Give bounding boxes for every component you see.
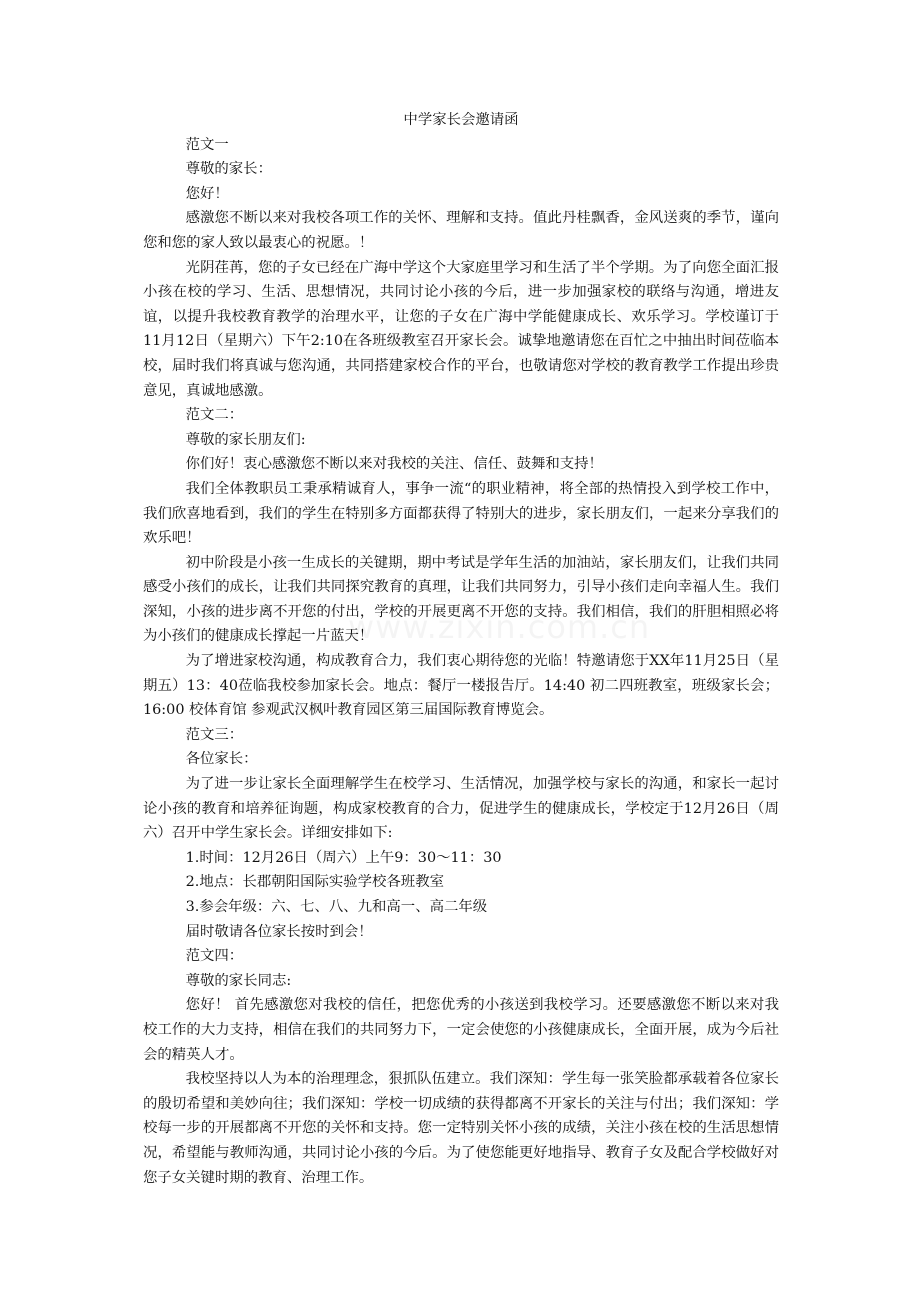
paragraph-body: 光阴荏苒，您的子女已经在广海中学这个大家庭里学习和生活了半个学期。为了向您全面汇报小孩在校的学习、生活、思想情况，共同讨论小孩的今后，进一步加强家校的联络与沟通，增进友谊，以提升我校教育教学的治理水平，让您的子女在广海中学能健康成长、欢乐学习。学校谨订于11月12日（星期六）下午2:10在各班级教室召开家长会。诚挚地邀请您在百忙之中抽出时间莅临本校，届时我们将真诚与您沟通，共同搭建家校合作的平台，也敬请您对学校的教育教学工作提出珍贵意见，真诚地感激。 bbox=[143, 259, 779, 399]
paragraph-salutation-1: 尊敬的家长： bbox=[185, 161, 272, 178]
paragraph-body: 为了进一步让家长全面理解学生在校学习、生活情况，加强学校与家长的沟通，和家长一起讨论小孩的教育和培养征询题，构成家校教育的合力，促进学生的健康成长，学校定于12月26日（周六）召开中学生家长会。详细安排如下: bbox=[143, 776, 779, 842]
paragraph-body: 初中阶段是小孩一生成长的关键期，期中考试是学年生活的加油站，家长朋友们，让我们共同感受小孩们的成长，让我们共同探究教育的真理，让我们共同努力，引导小孩们走向幸福人生。我们深知，小孩的进步离不开您的付出，学校的开展更离不开您的支持。我们相信，我们的肝胆相照必将为小孩们的健康成长撑起一片蓝天！ bbox=[143, 554, 779, 645]
paragraph-body: 您好！ 首先感激您对我校的信任，把您优秀的小孩送到我校学习。还要感激您不断以来对我校工作的大力支持，相信在我们的共同努力下，一定会使您的小孩健康成长，全面开展，成为今后社会的精英人才。 bbox=[143, 997, 779, 1063]
paragraph-sample-2-heading: 范文二： bbox=[185, 407, 244, 424]
document-page bbox=[143, 108, 779, 1190]
paragraph-body: 届时敬请各位家长按时到会！ bbox=[185, 923, 373, 940]
paragraph-greeting-2: 你们好！衷心感激您不断以来对我校的关注、信任、鼓舞和支持！ bbox=[185, 456, 603, 473]
paragraph-salutation-2: 尊敬的家长朋友们: bbox=[185, 431, 306, 448]
paragraph-body: 我校坚持以人为本的治理理念，狠抓队伍建立。我们深知：学生每一张笑脸都承载着各位家长的殷切希望和美妙向往；我们深知：学校一切成绩的获得都离不开家长的关注与付出；我们深知：学校每一步的开展都离不开您的关怀和支持。您一定特别关怀小孩的成绩，关注小孩在校的生活思想情况，希望能与教师沟通，共同讨论小孩的今后。为了使您能更好地指导、教育子女及配合学校做好对您子女关键时期的教育、治理工作。 bbox=[143, 1071, 779, 1186]
paragraph-body: 我们全体教职员工秉承精诚育人，事争一流“的职业精神，将全部的热情投入到学校工作中，我们欣喜地看到，我们的学生在特别多方面都获得了特别大的进步，家长朋友们，一起来分享我们的欢乐吧！ bbox=[143, 480, 779, 547]
paragraph-salutation-3: 各位家长： bbox=[185, 751, 258, 768]
paragraph-list-item-location: 2.地点：长郡朝阳国际实验学校各班教室 bbox=[185, 874, 444, 891]
paragraph-salutation-4: 尊敬的家长同志: bbox=[185, 972, 292, 989]
paragraph-body: 感激您不断以来对我校各项工作的关怀、理解和支持。值此丹桂飘香，金风送爽的季节，谨向您和您的家人致以最衷心的祝愿。！ bbox=[143, 210, 779, 251]
paragraph-list-item-time: 1.时间：12月26日（周六）上午9：30～11：30 bbox=[185, 849, 502, 866]
paragraph-sample-1-heading: 范文一 bbox=[185, 136, 229, 153]
document-title: 中学家长会邀请函 bbox=[403, 112, 519, 128]
paragraph-body: 为了增进家校沟通，构成教育合力，我们衷心期待您的光临！特邀请您于XX年11月25日（星期五）13：40莅临我校参加家长会。地点：餐厅一楼报告厅。14:40 初二四班教室，班级家长会；16:00 校体育馆 参观武汉枫叶教育园区第三届国际教育博览会。 bbox=[143, 653, 779, 719]
paragraph-greeting-1: 您好！ bbox=[185, 185, 229, 202]
paragraph-list-item-grades: 3.参会年级：六、七、八、九和高一、高二年级 bbox=[185, 899, 488, 915]
paragraph-sample-3-heading: 范文三： bbox=[185, 726, 244, 743]
paragraph-sample-4-heading: 范文四： bbox=[185, 948, 244, 965]
